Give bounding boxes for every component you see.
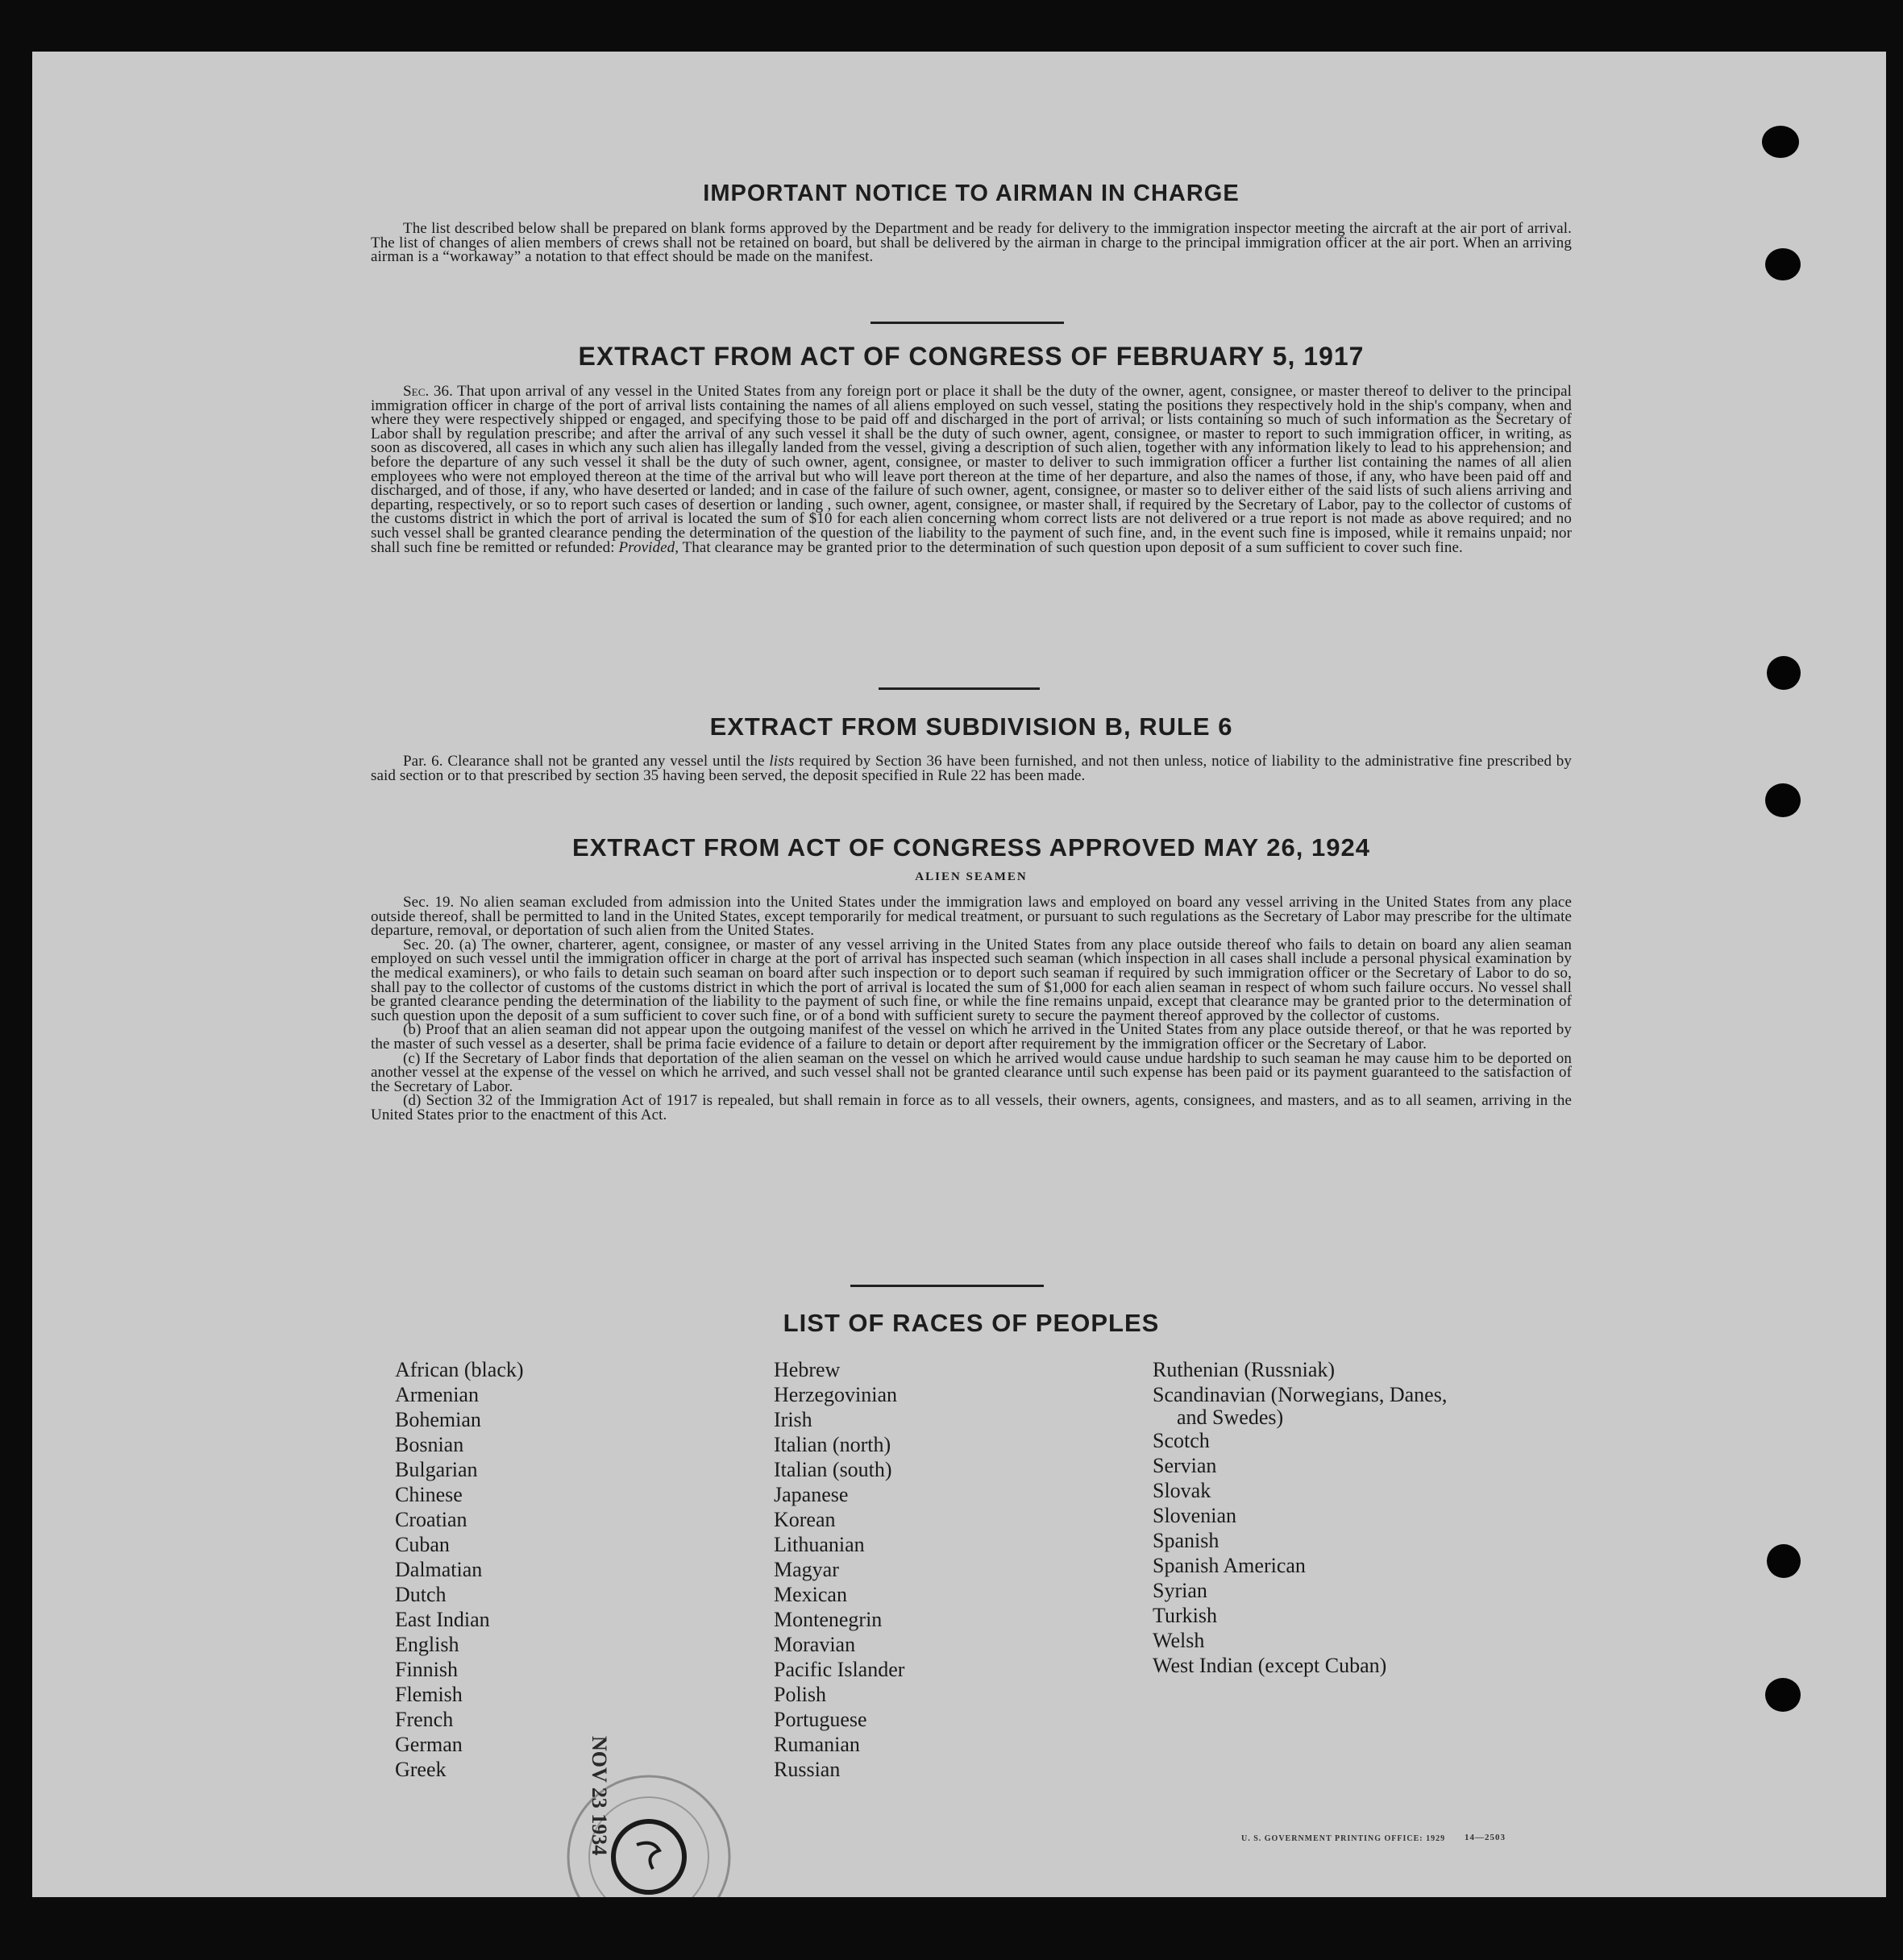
notice-title: IMPORTANT NOTICE TO AIRMAN IN CHARGE: [703, 181, 1240, 206]
sec-36-paragraph: [371, 384, 1572, 554]
lists-word: lists: [769, 753, 795, 770]
rule-6-title: EXTRACT FROM SUBDIVISION B, RULE 6: [709, 712, 1233, 741]
race-item: Ruthenian (Russniak): [1153, 1358, 1336, 1381]
act-1917-section: [371, 342, 1572, 554]
race-item: Pacific Islander: [774, 1658, 905, 1681]
sec-20a-paragraph: Sec. 20. (a) The owner, charterer, agent, consignee, or master of any vessel arriving in the United States from any place outside thereof who fails to detain on board any alien seaman employed on such vessel until the immigration officer in charge at the port of arrival has inspected such seaman (which inspection in all cases shall include a personal physical examination by the medical examiners), or who fails to detain such seaman on board after such inspection or to deport such seaman if required by such immigration officer or the Secretary of Labor to do so, shall pay to the collector of customs of the customs district in which the port of arrival is located the sum of $1,000 for each alien seaman in respect of whom such failure occurs. No vessel shall be granted clearance pending the determination of the liability to the payment of such fine, or while the fine remains unpaid, except that clearance may be granted prior to the determination of such question upon the deposit of a sum sufficient to cover such fine, or of a bond with sufficient surety to secure the payment thereof approved by the collector of customs.: [371, 936, 1572, 1024]
sec-36-label: Sec. 36.: [403, 383, 453, 400]
race-item: Syrian: [1153, 1579, 1207, 1602]
punch-hole: [1767, 656, 1801, 690]
race-item: French: [395, 1708, 454, 1731]
punch-hole: [1767, 1544, 1801, 1578]
divider-rule-1: [870, 322, 1064, 324]
race-item: Polish: [774, 1683, 827, 1706]
race-item: Montenegrin: [774, 1608, 883, 1631]
race-item: Korean: [774, 1508, 836, 1531]
punch-hole: [1765, 1678, 1801, 1712]
sec-20b-paragraph: (b) Proof that an alien seaman did not appear upon the outgoing manifest of the vessel on which he arrived in the United States from any place outside thereof, or that he was reported by the master of such vessel as a deserter, shall be prima facie evidence of a failure to detain or deport after requirement by the immigration officer or the Secretary of Labor.: [371, 1021, 1572, 1053]
race-item: Russian: [774, 1758, 841, 1781]
printer-imprint: U. S. GOVERNMENT PRINTING OFFICE: 1929: [1241, 1834, 1446, 1843]
par-6-body-a: Clearance shall not be granted any vessel until the: [447, 753, 770, 770]
race-item: Welsh: [1153, 1629, 1205, 1652]
race-item: Slovenian: [1153, 1504, 1236, 1527]
race-item: Dalmatian: [395, 1558, 483, 1581]
sec-19-paragraph: Sec. 19. No alien seaman excluded from admission into the United States under the immigration laws and employed on board any vessel arriving in the United States from any place outside thereof, shall be permitted to land in the United States, except temporarily for medical treatment, or pursuant to such regulations as the Secretary of Labor may prescribe for the ultimate departure, removal, or deportation of such alien from the United States.: [371, 894, 1572, 940]
par-6-paragraph: [371, 754, 1572, 783]
race-item: Scotch: [1153, 1429, 1210, 1452]
sec-36-body: That upon arrival of any vessel in the United States from any foreign port or place it shall be the duty of the owner, agent, consignee, or master thereof to deliver to the principal immigration officer in charge of the port of arrival lists containing the names of all aliens employed on such vessel, stating the positions they respectively hold in the ship's company, when and where they were respectively shipped or engaged, and specifying those to be paid off and discharged in the port of arrival; or lists containing so much of such information as the Secretary of Labor shall by regulation prescribe; and after the arrival of any such vessel it shall be the duty of such owner, agent, consignee, or master to report to such immigration officer, in writing, as soon as discovered, all cases in which any such alien has illegally landed from the vessel, giving a description of such alien, together with any information likely to lead to his apprehension; and before the departure of any such vessel it shall be the duty of such owner, agent, consignee, or master to deliver to such immigration officer a further list containing the names of all alien employees who were not employed thereon at the time of the arrival but who will leave port thereon at the time of her departure, and also the names of those, if any, who have been paid off and discharged, and of those, if any, who have deserted or landed; and in case of the failure of such owner, agent, consignee, or master so to deliver either of the said lists of such aliens arriving and departing, respectively, or so to report such cases of desertion or landing , such owner, agent, consignee, or master shall, if required by the Secretary of Labor, pay to the collector of customs of the customs district in which the port of arrival is located the sum of $10 for each alien concerning whom correct lists are not delivered or a true report is not made as above required; and no such vessel shall be granted clearance pending the determination of the question of the liability to the payment of such fine, and, in the event such fine is imposed, while it remains unpaid; nor shall such fine be remitted or refunded:: [371, 383, 1572, 556]
race-item: West Indian (except Cuban): [1153, 1654, 1387, 1677]
race-item: Irish: [774, 1408, 812, 1431]
race-item: Magyar: [774, 1558, 839, 1581]
immigration-date-stamp: [516, 1704, 758, 1897]
punch-hole: [1765, 783, 1801, 817]
act-1924-title: EXTRACT FROM ACT OF CONGRESS APPROVED MAY 26, 1924: [572, 833, 1370, 862]
race-item: Servian: [1153, 1454, 1217, 1477]
sec-20d-paragraph: (d) Section 32 of the Immigration Act of 1917 is repealed, but shall remain in force as to all vessels, their owners, agents, consignees, and masters, and as to all seamen, arriving in the United States prior to the enactment of this Act.: [371, 1092, 1572, 1123]
document-page: [32, 52, 1886, 1897]
race-item: Turkish: [1153, 1604, 1217, 1627]
race-item: Bosnian: [395, 1433, 464, 1456]
notice-paragraph: The list described below shall be prepared on blank forms approved by the Department and be ready for delivery to the immigration inspector meeting the aircraft at the air port of arrival. The list of changes of alien members of crews shall not be retained on board, but shall be delivered by the airman in charge to the principal immigration officer at the air port. When an arriving airman is a “workaway” a notation to that effect should be made on the manifest.: [371, 220, 1572, 266]
race-item: Moravian: [774, 1633, 856, 1656]
race-item: Cuban: [395, 1533, 450, 1556]
race-item: Mexican: [774, 1583, 847, 1606]
race-item: Finnish: [395, 1658, 459, 1681]
races-column-1: [395, 1357, 524, 1782]
stamp-seal-icon: [516, 1704, 758, 1897]
alien-seamen-subtitle: ALIEN SEAMEN: [915, 870, 1028, 883]
race-item: Italian (north): [774, 1433, 891, 1456]
punch-hole: [1762, 126, 1799, 158]
race-item: Greek: [395, 1758, 447, 1781]
race-item: Herzegovinian: [774, 1383, 898, 1406]
par-6-body-b: required by Section 36 have been furnished, and not then unless, notice of liability to the administrative fine prescribed by said section or to that prescribed by section 35 having been served, the deposit specified in Rule 22 has been made.: [371, 753, 1572, 784]
act-1917-title: EXTRACT FROM ACT OF CONGRESS OF FEBRUARY 5, 1917: [578, 342, 1365, 371]
races-column-2: [774, 1357, 904, 1782]
sec-36-body-end: That clearance may be granted prior to the determination of such question upon deposit of a sum sufficient to cover such fine.: [679, 538, 1463, 556]
race-item: Bohemian: [395, 1408, 481, 1431]
race-item: Flemish: [395, 1683, 463, 1706]
race-item: Bulgarian: [395, 1458, 478, 1481]
act-1924-section: [371, 833, 1572, 1123]
act-1924-text: [371, 895, 1572, 1123]
par-6-label: Par. 6.: [403, 753, 443, 770]
race-item: Rumanian: [774, 1733, 860, 1756]
punch-hole: [1765, 248, 1801, 280]
race-item: East Indian: [395, 1608, 490, 1631]
race-item: Spanish: [1153, 1529, 1219, 1552]
race-item: Slovak: [1153, 1479, 1211, 1502]
race-item: Lithuanian: [774, 1533, 865, 1556]
race-item: Armenian: [395, 1383, 479, 1406]
races-column-3: [1153, 1357, 1447, 1678]
race-item: Italian (south): [774, 1458, 892, 1481]
rule-6-text: [371, 754, 1572, 783]
act-1917-text: [371, 384, 1572, 554]
race-item: African (black): [395, 1358, 524, 1381]
notice-section: [371, 181, 1572, 264]
race-item: Spanish American: [1153, 1554, 1306, 1577]
stamp-date-text: NOV 23 1934: [588, 1736, 611, 1856]
race-item: English: [395, 1633, 459, 1656]
divider-rule-3: [850, 1285, 1044, 1287]
race-item: Scandinavian (Norwegians, Danes,: [1153, 1383, 1448, 1406]
sec-20c-paragraph: (c) If the Secretary of Labor finds that deportation of the alien seaman on the vessel on which he arrived would cause undue hardship to such seaman he may cause him to be deported on another vessel at the expense of the vessel on which he arrived, and such vessel shall not be granted clearance until such expense has been paid or its payment guaranteed to the satisfaction of the Secretary of Labor.: [371, 1049, 1572, 1095]
race-item: Japanese: [774, 1483, 849, 1506]
proviso-word: Provided,: [618, 538, 679, 556]
divider-rule-2: [879, 687, 1040, 690]
race-item: German: [395, 1733, 463, 1756]
race-item: Portuguese: [774, 1708, 867, 1731]
race-item: Chinese: [395, 1483, 463, 1506]
form-number: 14—2503: [1465, 1833, 1506, 1842]
notice-text: [371, 222, 1572, 264]
race-item: Dutch: [395, 1583, 447, 1606]
race-item: Croatian: [395, 1508, 467, 1531]
rule-6-section: [371, 712, 1572, 783]
race-item-continuation: and Swedes): [1177, 1406, 1284, 1429]
races-title: LIST OF RACES OF PEOPLES: [783, 1309, 1160, 1337]
race-item: Hebrew: [774, 1358, 841, 1381]
